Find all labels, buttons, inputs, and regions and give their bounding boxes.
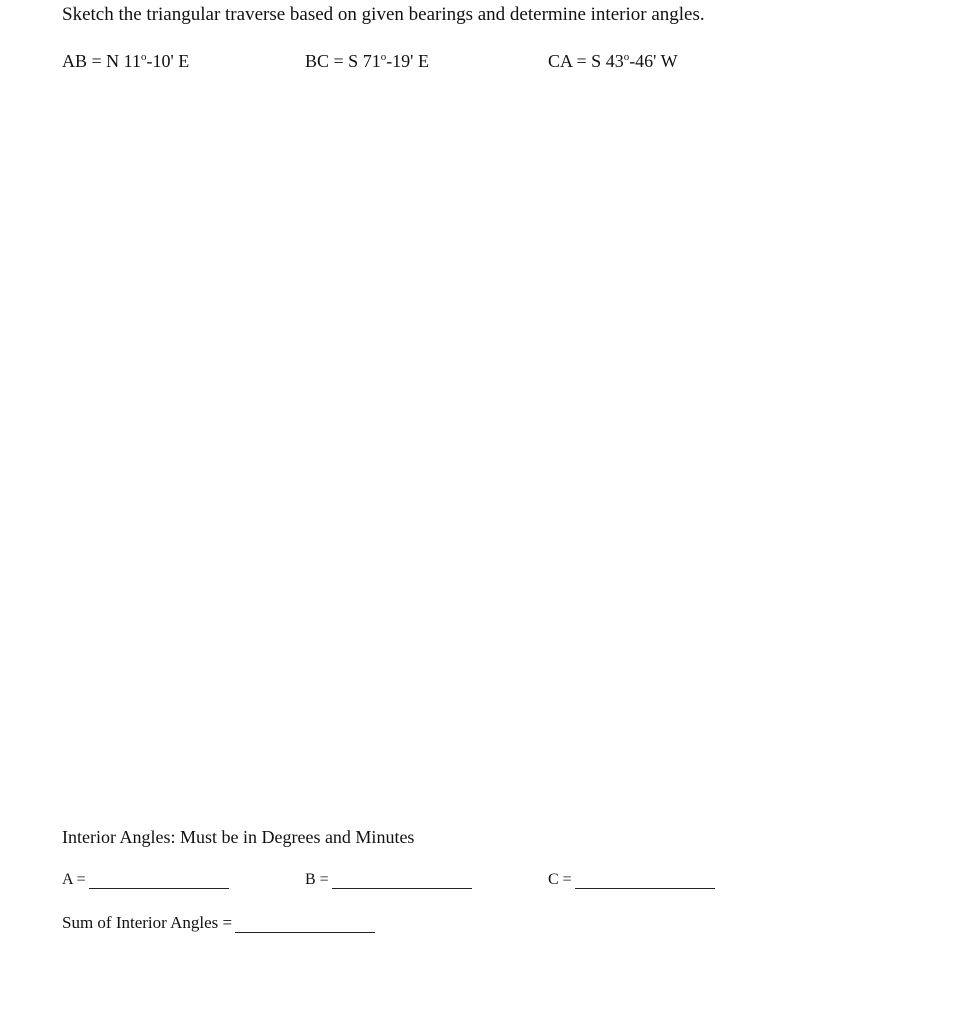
instructions-text: Sketch the triangular traverse based on given bearings and determine interior angles. [62, 4, 705, 25]
answer-angle-a [62, 871, 229, 889]
degree-symbol: o [141, 51, 147, 63]
answer-blank-b[interactable] [332, 872, 472, 889]
answer-label: A = [62, 871, 86, 888]
sketch-area[interactable] [62, 90, 922, 810]
bearing-quadrant-end: E [178, 51, 190, 71]
bearing-quadrant-start: N [106, 51, 120, 71]
bearing-quadrant-end: W [660, 51, 678, 71]
bearing-ca: CA = S 43$^o$-46' W [548, 51, 678, 71]
bearing-quadrant-start: S [348, 51, 359, 71]
bearing-line-label: AB [62, 51, 88, 71]
sum-of-angles [62, 913, 375, 933]
bearing-bc: BC = S 71$^o$-19' E [305, 51, 429, 71]
sum-label: Sum of Interior Angles = [62, 913, 233, 932]
answer-blank-a[interactable] [89, 872, 229, 889]
bearing-quadrant-end: E [417, 51, 429, 71]
bearing-line-label: CA [548, 51, 573, 71]
bearing-ab: AB = N 11$^o$-10' E [62, 51, 190, 71]
bearing-degrees: 43 [605, 51, 624, 71]
sum-blank[interactable] [235, 916, 375, 933]
bearing-minutes: -46' [629, 51, 657, 71]
bearing-degrees: 11 [123, 51, 142, 71]
bearing-line-label: BC [305, 51, 330, 71]
answer-label: B = [305, 871, 329, 888]
bearing-minutes: -19' [386, 51, 414, 71]
bearing-quadrant-start: S [591, 51, 602, 71]
degree-symbol: o [380, 51, 387, 63]
bearing-minutes: -10' [146, 51, 174, 71]
degree-symbol: o [623, 51, 630, 63]
answer-angle-c [548, 871, 715, 889]
answer-label: C = [548, 871, 572, 888]
interior-angles-heading: Interior Angles: Must be in Degrees and Minutes [62, 827, 415, 847]
bearing-degrees: 71 [362, 51, 381, 71]
answer-angle-b [305, 871, 472, 889]
answer-blank-c[interactable] [575, 872, 715, 889]
